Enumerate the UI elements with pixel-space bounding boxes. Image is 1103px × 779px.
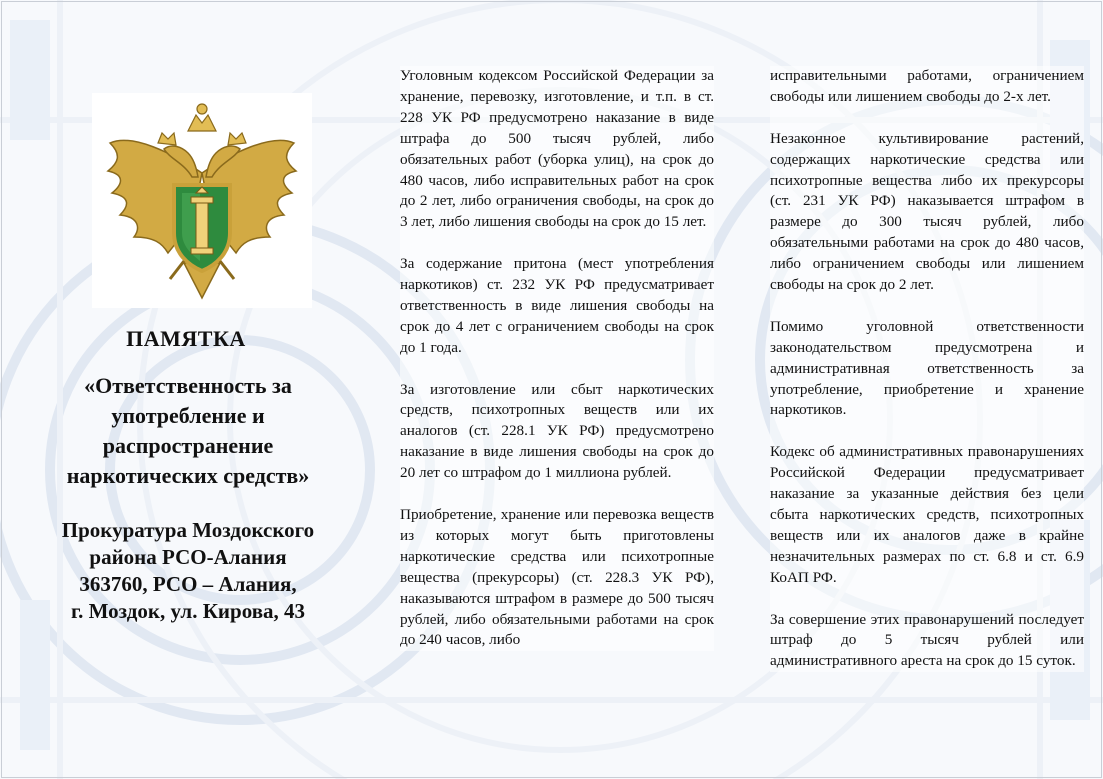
paragraph: За изготовление или сбыт наркотических средств, психотропных веществ или их аналогов (ст. 228.1 УК РФ) предусмотрено наказание в виде лишения свободы на срок до 20 лет со штрафом до 1 миллиона рублей. <box>400 380 714 482</box>
paragraph: Приобретение, хранение или перевозка веществ из которых могут быть приготовлены наркотические средства или психотропные вещества (прекурсоры) (ст. 228.3 УК РФ), наказываются штрафом в размере до 500 тысяч рублей, либо обязательными работами на срок до 240 часов, либо <box>400 505 714 649</box>
right-text-column <box>770 66 1084 672</box>
memo-subject: «Ответственность за употребление и распространение наркотических средств» <box>66 373 310 488</box>
middle-text-column <box>400 66 714 651</box>
memo-title: ПАМЯТКА <box>126 326 246 351</box>
organization-line: г. Моздок, ул. Кирова, 43 <box>70 599 306 623</box>
paragraph: Кодекс об административных правонарушениях Российской Федерации предусматривает наказание за указанные действия без цели сбыта наркотических средств, психотропных веществ или их аналогов даже в крайне незначительных размерах по ст. 6.8 и ст. 6.9 КоАП РФ. <box>770 443 1084 586</box>
eagle-emblem-icon <box>92 93 312 308</box>
organization-block <box>28 517 348 625</box>
paragraph: Помимо уголовной ответственности законодательством предусмотрена и административная ответственность за употребление, приобретение и хранение наркотиков. <box>770 317 1084 419</box>
paragraph: Уголовным кодексом Российской Федерации за хранение, перевозку, изготовление, и т.п. в ст. 228 УК РФ предусмотрено наказание в виде штрафа до 500 тысяч рублей, либо обязательных работ (уборка улиц), на срок до 480 часов, либо исправительных работ на срок до 2 лет, либо ограничения свободы, на срок до 3 лет, либо лишения свободы на срок до 15 лет. <box>400 67 714 231</box>
paragraph: Незаконное культивирование растений, содержащих наркотические средства или психотропные вещества либо их прекурсоры (ст. 231 УК РФ) наказывается штрафом в размере до 300 тысяч рублей, либо обязательными работами на срок до 480 часов, либо ограничением свободы или лишением свободы на срок до 2 лет. <box>770 129 1084 294</box>
organization-line: района РСО-Алания <box>89 545 287 569</box>
paragraph: За совершение этих правонарушений последует штраф до 5 тысяч рублей или административного ареста на срок до 15 суток. <box>770 610 1084 670</box>
prosecutor-emblem <box>92 93 312 308</box>
paragraph: исправительными работами, ограничением свободы или лишением свободы до 2-х лет. <box>770 67 1084 105</box>
organization-line: 363760, РСО – Алания, <box>79 572 297 596</box>
paragraph: За содержание притона (мест употребления наркотиков) ст. 232 УК РФ предусматривает ответственность в виде лишения свободы на срок до 4 лет с ограничением свободы на срок до 1 года. <box>400 255 714 356</box>
organization-line: Прокуратура Моздокского <box>61 518 315 542</box>
